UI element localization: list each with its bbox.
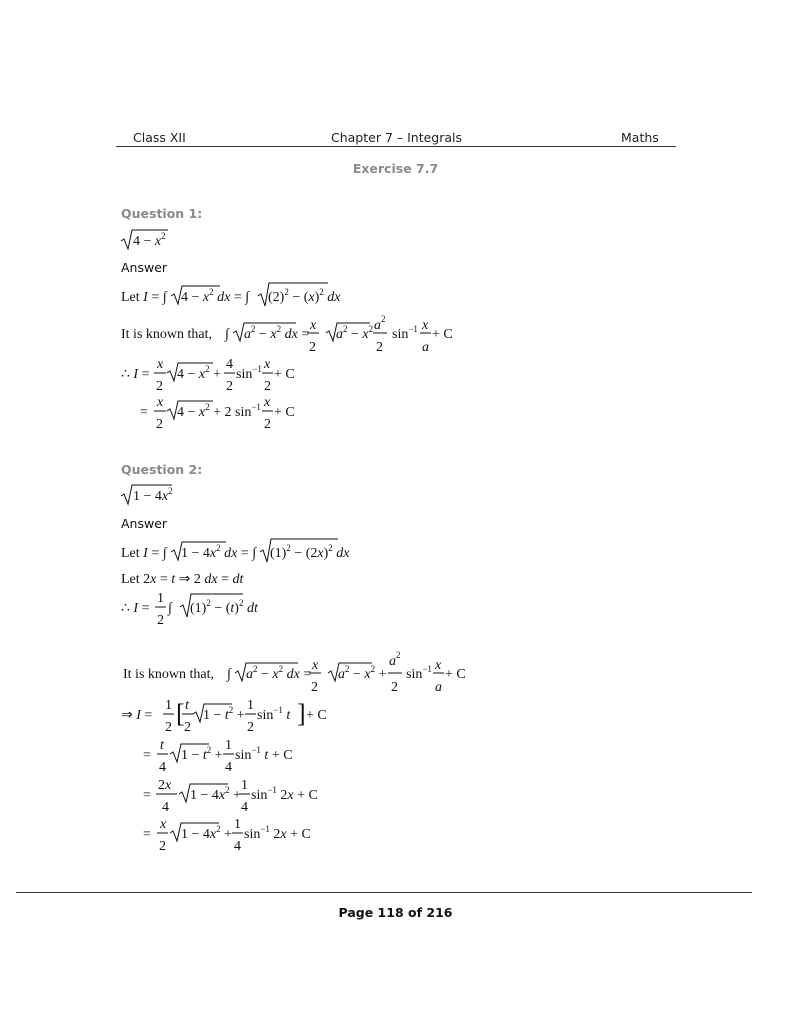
- svg-text:4: 4: [241, 800, 248, 815]
- svg-text:4 − x2 +: $4 - x^2$ +: [177, 364, 222, 382]
- svg-text:a2 − x2 dx =: $a^2 - x^2$ dx =: [244, 324, 310, 342]
- svg-text:∫: ∫: [227, 667, 231, 682]
- svg-text:+ C: + C: [274, 367, 295, 382]
- svg-text:4: 4: [234, 839, 241, 854]
- svg-text:=: =: [143, 788, 151, 803]
- svg-text:4: 4: [162, 800, 169, 815]
- svg-text:2: 2: [156, 417, 163, 432]
- svg-text:2: 2: [309, 340, 316, 355]
- svg-text:sin−1 2x + C: $\sin^{-1} 2x + C$: [244, 824, 311, 842]
- exercise-title: Exercise 7.7: [352, 161, 439, 176]
- svg-text:1 − 4x2 +: $1 - 4x^2$ +: [181, 824, 233, 842]
- svg-text:x: x: [157, 357, 164, 372]
- svg-text:2: 2: [159, 839, 166, 854]
- svg-text:a: a: [435, 680, 442, 695]
- svg-text:∴ I =: ∴ I =: [121, 601, 150, 616]
- svg-text:x: x: [310, 318, 317, 333]
- question-1-title: Question 1:: [121, 206, 203, 221]
- q2-expression: [133, 486, 173, 504]
- q2-step-7: [143, 778, 318, 815]
- svg-text:x: x: [157, 395, 164, 410]
- question-2-title: Question 2:: [121, 462, 203, 477]
- svg-text:∫: ∫: [168, 601, 172, 616]
- svg-text:=: =: [143, 827, 151, 842]
- svg-text:x: x: [264, 395, 271, 410]
- svg-text:sin−1 2x + C: $\sin^{-1} 2x + C$: [251, 785, 318, 803]
- svg-text:4 − x2 dx = ∫: $4 - x^2$ dx = ∫: [181, 287, 250, 305]
- svg-text:sin−1: $\sin^{-1}$: [236, 364, 262, 382]
- svg-text:4 − x2 + 2 sin−1: $4 - x^2 + 2$ $\sin^{-1}$: [177, 402, 261, 420]
- svg-text:2: 2: [264, 379, 271, 394]
- q2-step-3: [121, 591, 259, 628]
- svg-text:2: 2: [396, 650, 401, 660]
- svg-text:1: 1: [247, 698, 254, 713]
- q2-step-1: [121, 543, 350, 561]
- svg-text:=: =: [143, 748, 151, 763]
- svg-text:a: a: [374, 318, 381, 333]
- svg-text:x: x: [435, 658, 442, 673]
- svg-text:1 − t2 +: $1 - t^2$ +: [203, 705, 245, 723]
- q2-step-8: [143, 817, 311, 854]
- svg-text:x: x: [160, 817, 167, 832]
- svg-text:2: 2: [156, 379, 163, 394]
- svg-text:It is known that,: It is known that,: [123, 667, 214, 682]
- q2-step-6: [143, 738, 293, 775]
- svg-text:a: a: [422, 340, 429, 355]
- svg-text:4: 4: [159, 760, 166, 775]
- header-chapter: Chapter 7 – Integrals: [331, 130, 463, 145]
- svg-text:4: 4: [226, 357, 233, 372]
- question-1-answer-label: Answer: [121, 260, 168, 275]
- svg-text:⇒ I =: ⇒ I =: [121, 708, 153, 723]
- svg-text:[: [: [176, 699, 185, 728]
- q1-step-4: [140, 395, 295, 432]
- svg-text:a2 − x2 +: $a^2 - x^2$ +: [338, 664, 387, 682]
- svg-text:]: ]: [297, 699, 306, 728]
- svg-text:2x: 2x: [158, 778, 172, 793]
- svg-text:1 − 4x2 +: $1 - 4x^2$ +: [190, 785, 242, 803]
- svg-text:2: 2: [391, 680, 398, 695]
- svg-text:a2 − x2 dx =: $a^2 - x^2$ dx =: [246, 664, 312, 682]
- svg-text:1: 1: [225, 738, 232, 753]
- q2-known-formula: [123, 650, 466, 695]
- svg-text:2: 2: [184, 720, 191, 735]
- svg-text:2: 2: [381, 314, 386, 324]
- svg-text:2: 2: [311, 680, 318, 695]
- svg-text:(1)2 − (t)2 dt: $(1)^2 - (t)^2$ dt: [190, 598, 258, 616]
- svg-text:2: 2: [376, 340, 383, 355]
- footer-divider: [16, 892, 752, 893]
- svg-text:1: 1: [241, 778, 248, 793]
- svg-text:∴ I =: ∴ I =: [121, 367, 150, 382]
- svg-text:4 − x2: $4 - x^2$: [133, 231, 166, 249]
- svg-text:2: 2: [165, 720, 172, 735]
- svg-text:∫: ∫: [225, 327, 229, 342]
- svg-text:sin−1 t + C: $\sin^{-1} t + C$: [235, 745, 293, 763]
- svg-text:Let I = ∫: Let I = ∫: [121, 546, 167, 561]
- q1-expression: [121, 230, 168, 249]
- header-class: Class XII: [133, 130, 186, 145]
- svg-text:1: 1: [165, 698, 172, 713]
- svg-text:t: t: [160, 738, 164, 753]
- svg-text:Let 2x = t ⇒ 2 dx = dt: Let 2x = t ⇒ 2 dx = dt: [121, 572, 244, 587]
- svg-text:x: x: [312, 658, 319, 673]
- q1-known-formula: [121, 314, 453, 355]
- svg-text:sin−1: $\sin^{-1}$: [406, 664, 432, 682]
- svg-text:sin−1 t: $\sin^{-1} t$: [257, 705, 291, 723]
- svg-text:a: a: [389, 654, 396, 669]
- svg-text:1 − 4x2: $1 - 4x^2$: [133, 486, 173, 504]
- q2-step-2: [121, 572, 245, 587]
- svg-text:+ C: + C: [445, 667, 466, 682]
- svg-text:2: 2: [264, 417, 271, 432]
- svg-text:2: 2: [226, 379, 233, 394]
- svg-text:+ C: + C: [274, 405, 295, 420]
- svg-text:2: 2: [247, 720, 254, 735]
- svg-text:4: 4: [225, 760, 232, 775]
- svg-text:t: t: [185, 698, 189, 713]
- svg-text:+ C: + C: [432, 327, 453, 342]
- svg-text:(1)2 − (2x)2 dx: $(1)^2 - (2x)^2$ dx: [270, 543, 350, 561]
- svg-text:1: 1: [157, 591, 164, 606]
- svg-text:It is known that,: It is known that,: [121, 327, 212, 342]
- question-2-answer-label: Answer: [121, 516, 168, 531]
- svg-text:1: 1: [234, 817, 241, 832]
- svg-text:1 − 4x2 dx = ∫: $1 - 4x^2$ dx = ∫: [181, 543, 257, 561]
- svg-text:x: x: [422, 318, 429, 333]
- svg-text:1 − t2 +: $1 - t^2$ +: [181, 745, 223, 763]
- svg-text:x: x: [264, 357, 271, 372]
- svg-text:=: =: [140, 405, 148, 420]
- svg-text:a2 − x2: $a^2 - x^2$: [336, 324, 374, 342]
- svg-text:2: 2: [157, 613, 164, 628]
- svg-text:sin−1: $\sin^{-1}$: [392, 324, 418, 342]
- header-subject: Maths: [621, 130, 659, 145]
- page-number: Page 118 of 216: [338, 905, 453, 920]
- svg-text:Let I = ∫: Let I = ∫: [121, 290, 167, 305]
- q1-step-1: [121, 287, 341, 305]
- svg-text:+ C: + C: [306, 708, 327, 723]
- svg-text:(2)2 − (x)2 dx: $(2)^2 - (x)^2$ dx: [268, 287, 341, 305]
